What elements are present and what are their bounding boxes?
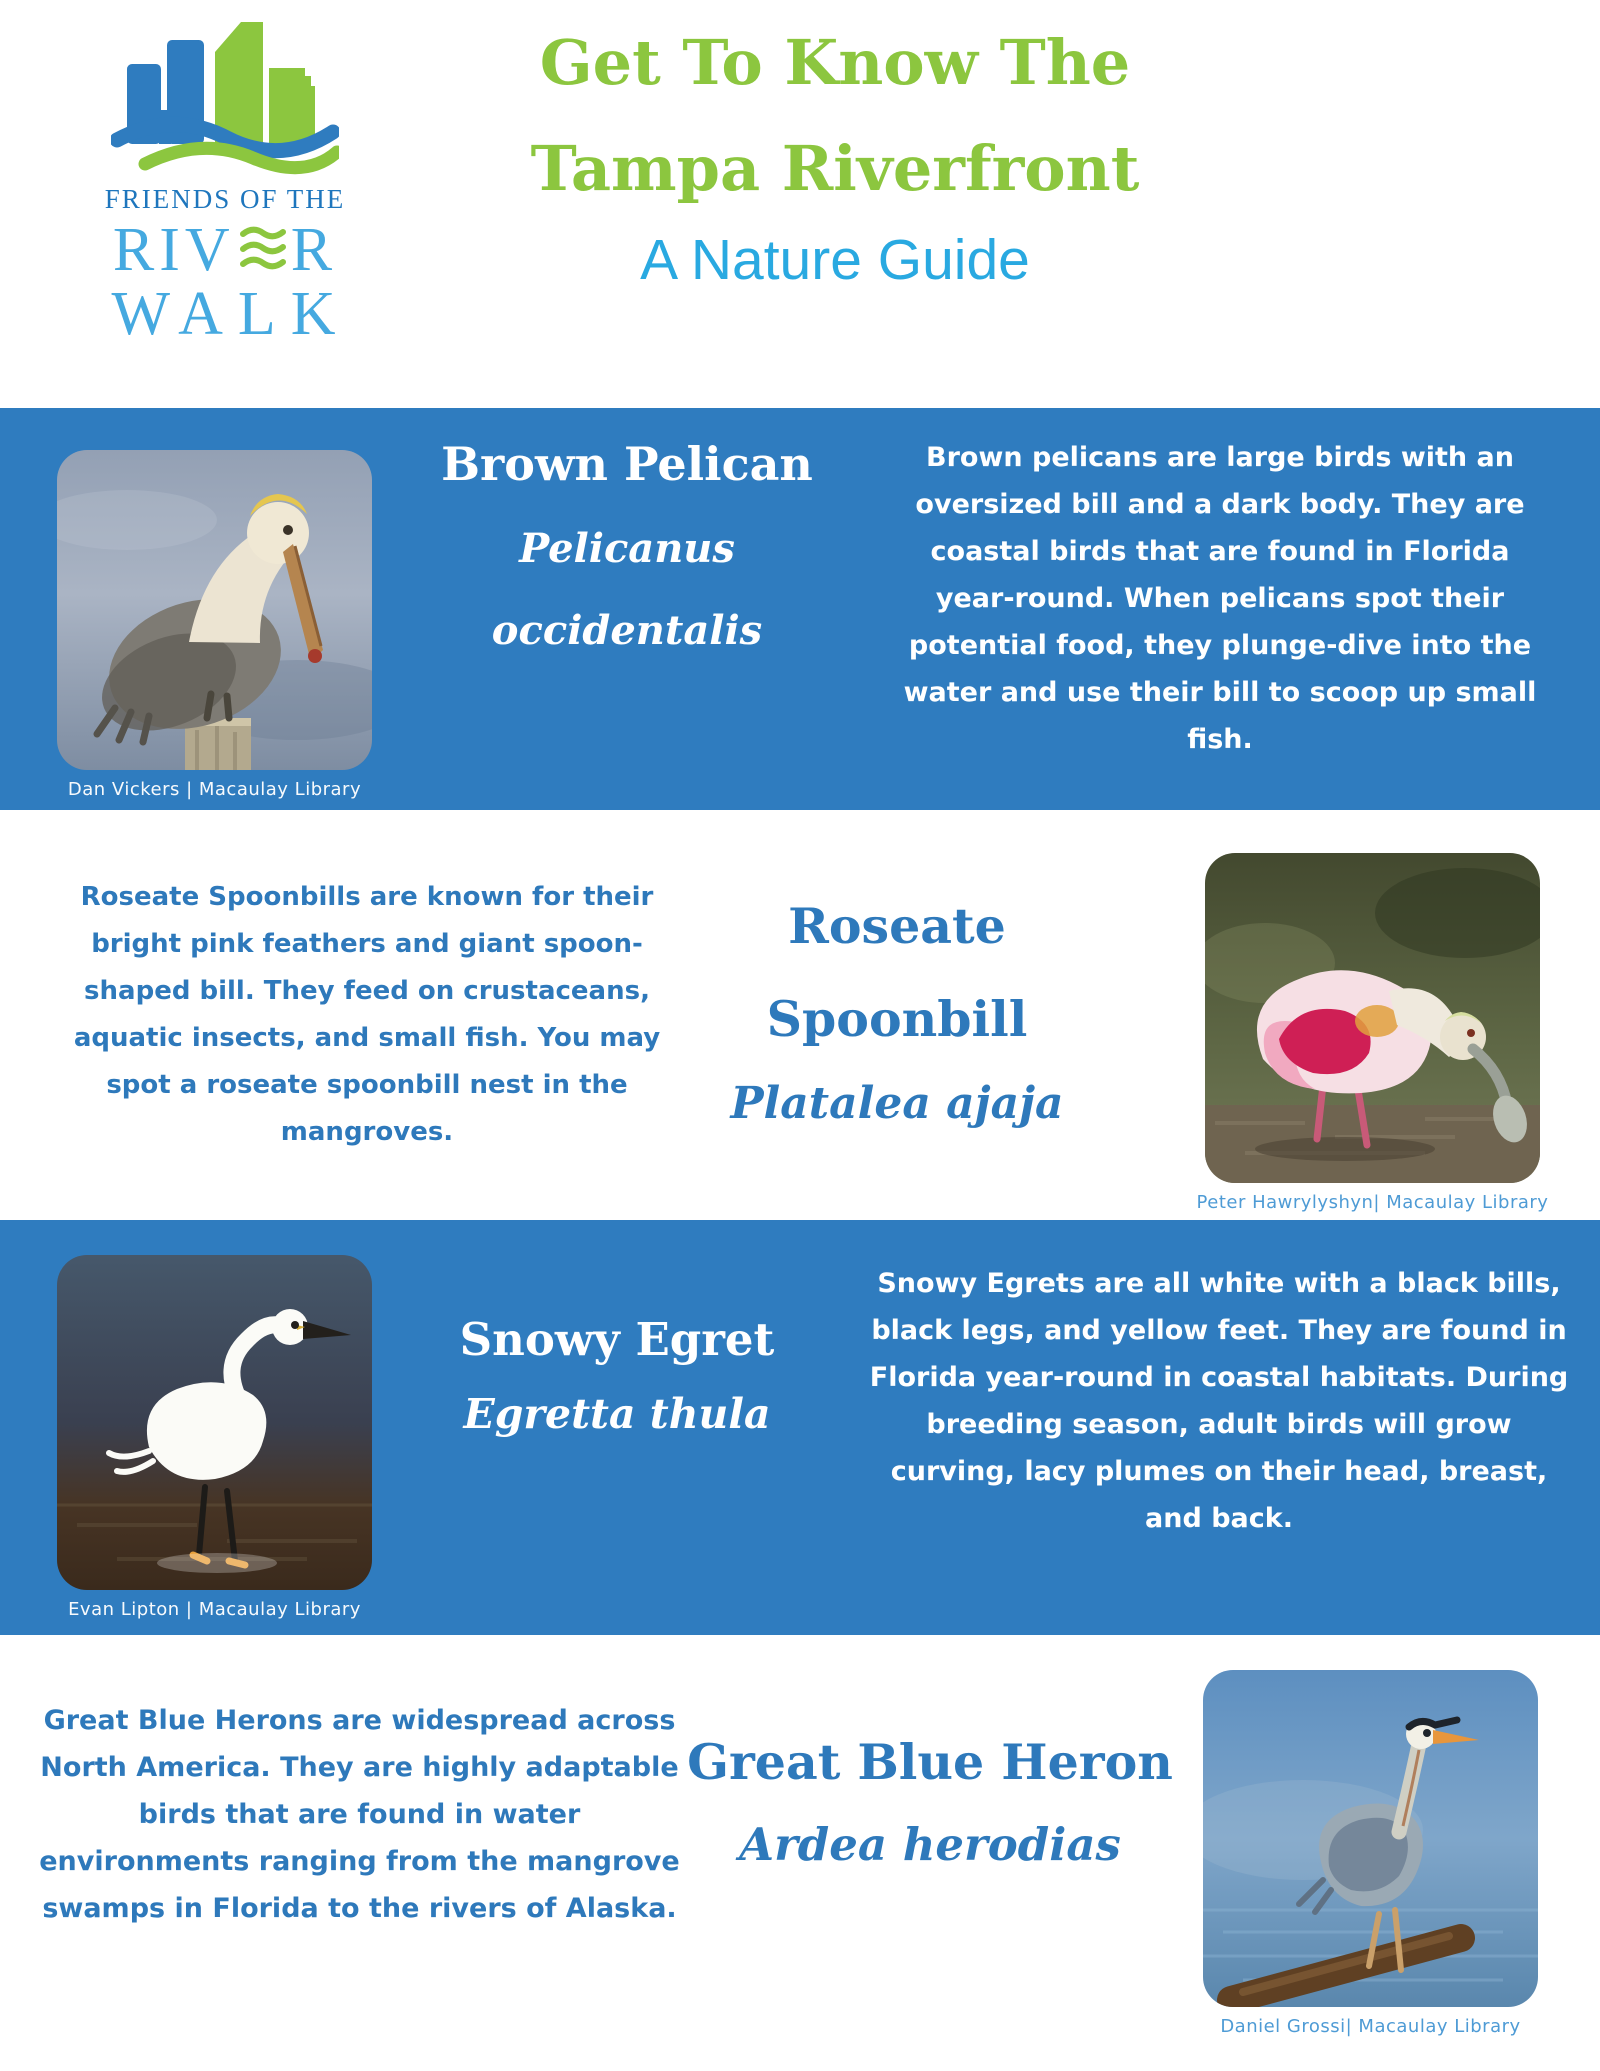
- roseate-spoonbill-photo-illustration: [1205, 853, 1540, 1183]
- logo-river-letter-r: R: [290, 216, 338, 284]
- great-blue-heron-photo-illustration: [1203, 1670, 1538, 2007]
- species-scientific-name: Ardea herodias: [739, 1817, 1121, 1871]
- section-great-blue-heron: [0, 1635, 1600, 2071]
- page-title-line1: Get To Know The: [539, 26, 1131, 99]
- snowy-egret-photo: [57, 1255, 372, 1590]
- wave-e-icon: [239, 225, 287, 275]
- photo-credit: Evan Lipton | Macaulay Library: [68, 1599, 361, 1620]
- logo-walk-word: WALK: [111, 280, 351, 348]
- species-name: Brown Pelican: [441, 437, 813, 491]
- photo-credit: Peter Hawrylyshyn| Macaulay Library: [1196, 1192, 1549, 1213]
- snowy-egret-figure: [57, 1255, 372, 1635]
- species-scientific-name: Platalea ajaja: [730, 1078, 1064, 1130]
- riverwalk-logo: [0, 0, 400, 408]
- species-description: Great Blue Herons are widespread across North America. They are highly adaptable birds that are found in water environments ranging from the mangrove swamps in Florida to the rivers of Alaska.: [39, 1705, 680, 1924]
- photo-credit: Dan Vickers | Macaulay Library: [67, 779, 362, 800]
- species-description: Roseate Spoonbills are known for their bright pink feathers and giant spoon-shaped bill. They feed on crustaceans, aquatic insects, and small fish. You may spot a roseate spoonbill nest in the mangroves.: [73, 882, 661, 1147]
- species-name: Snowy Egret: [459, 1313, 775, 1366]
- logo-river-word: [112, 216, 338, 284]
- section-snowy-egret: [0, 1220, 1600, 1635]
- roseate-spoonbill-figure: [1196, 853, 1549, 1220]
- logo-skyline-icon: [111, 6, 339, 184]
- species-name: Roseate Spoonbill: [766, 897, 1028, 1049]
- logo-river-letters-riv: RIV: [112, 216, 235, 284]
- roseate-spoonbill-photo: [1205, 853, 1540, 1183]
- brown-pelican-title-block: [372, 436, 882, 810]
- brown-pelican-photo: [57, 450, 372, 770]
- brown-pelican-photo-illustration: [57, 450, 372, 770]
- species-scientific-name: Pelicanus occidentalis: [491, 524, 763, 654]
- brown-pelican-figure: [57, 450, 372, 810]
- snowy-egret-photo-illustration: [57, 1255, 372, 1590]
- great-blue-heron-title-block: [687, 1733, 1203, 2071]
- logo-tagline: FRIENDS OF THE: [104, 184, 346, 214]
- roseate-spoonbill-title-block: [677, 880, 1117, 1220]
- species-name: Great Blue Heron: [687, 1733, 1173, 1791]
- photo-credit: Daniel Grossi| Macaulay Library: [1220, 2016, 1521, 2037]
- species-description: Brown pelicans are large birds with an oversized bill and a dark body. They are coastal birds that are found in Florida year-round. When pelicans spot their potential food, they plunge-dive into the water and use their bill to scoop up small fish.: [903, 442, 1537, 755]
- great-blue-heron-photo: [1203, 1670, 1538, 2007]
- great-blue-heron-figure: [1203, 1670, 1538, 2071]
- page-subtitle: A Nature Guide: [640, 228, 1030, 292]
- species-description: Snowy Egrets are all white with a black bills, black legs, and yellow feet. They are found in Florida year-round in coastal habitats. During breeding season, adult birds will grow curving, lacy plumes on their head, breast, and back.: [869, 1268, 1569, 1534]
- section-roseate-spoonbill: [0, 810, 1600, 1220]
- header-titles: [400, 0, 1600, 408]
- section-brown-pelican: [0, 408, 1600, 810]
- header: [0, 0, 1600, 408]
- species-scientific-name: Egretta thula: [463, 1390, 771, 1439]
- page-title-line2: Tampa Riverfront: [530, 132, 1140, 205]
- snowy-egret-title-block: [372, 1312, 862, 1635]
